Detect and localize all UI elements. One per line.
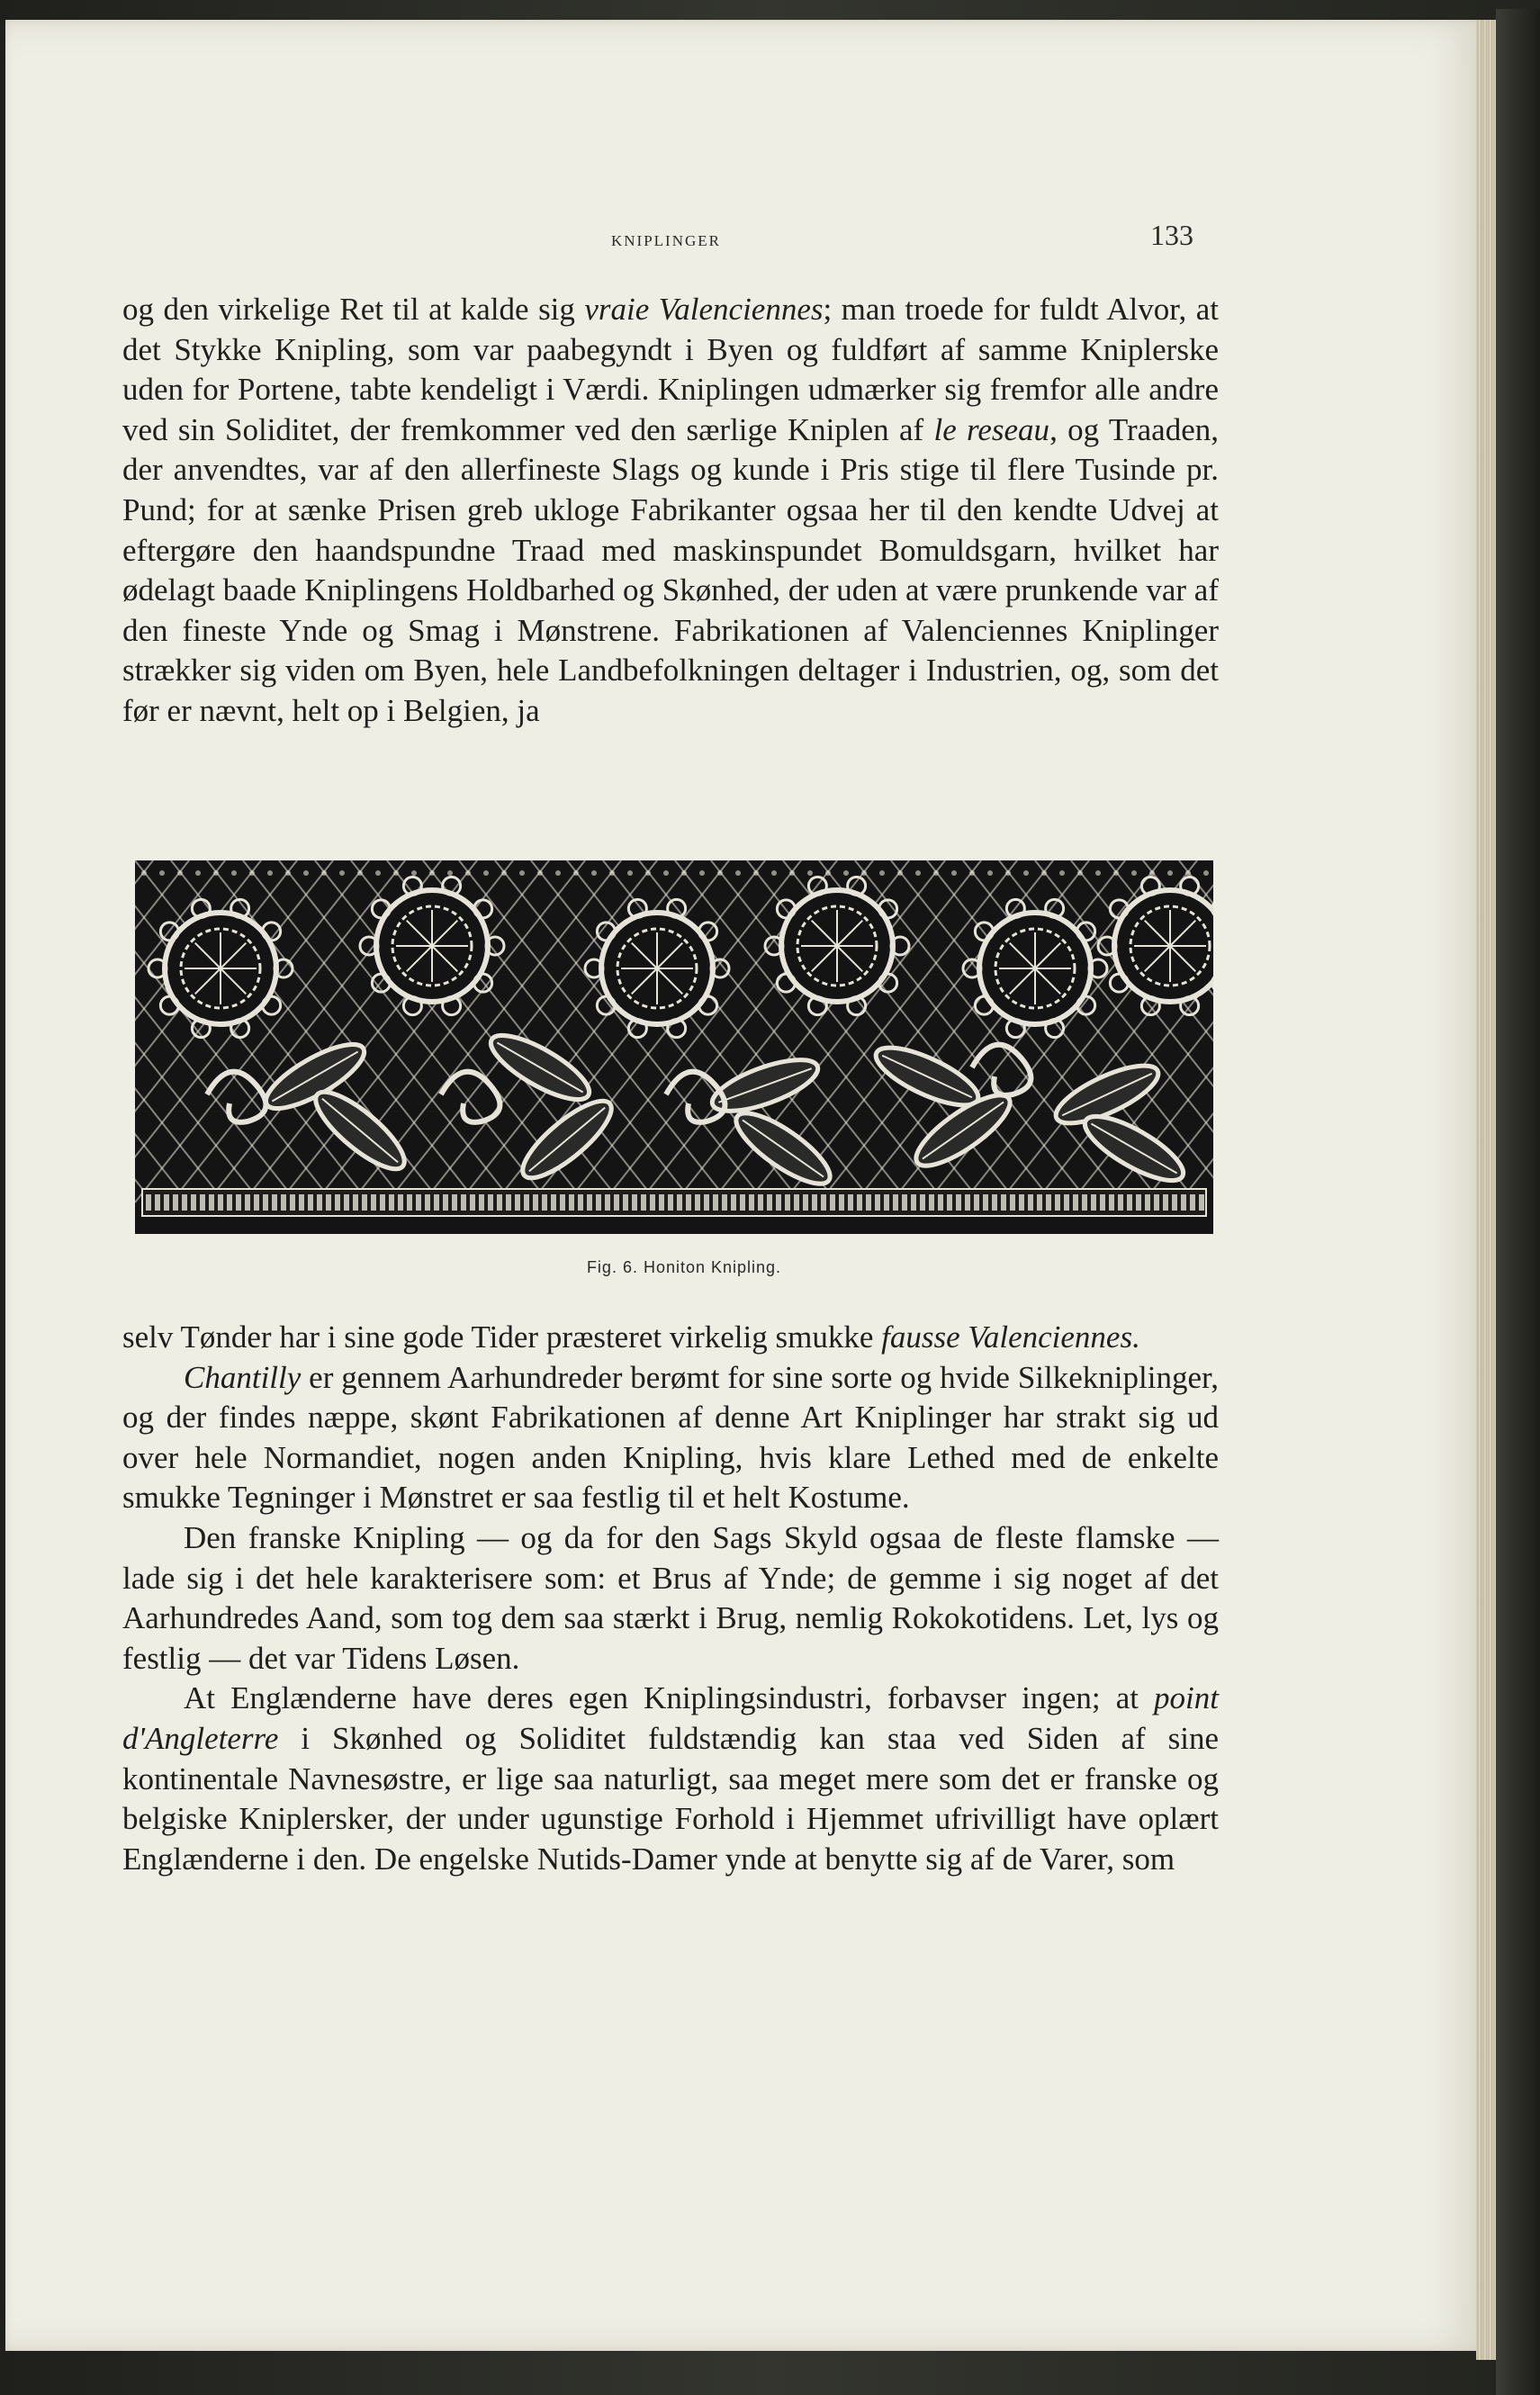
lace-picot (879, 870, 885, 876)
lace-footing-stitch (704, 1194, 709, 1211)
italic-term: vraie Valenciennes (584, 292, 824, 327)
lace-footing-stitch (173, 1194, 178, 1211)
lace-footing-stitch (479, 1194, 484, 1211)
lace-footing-stitch (1127, 1194, 1132, 1211)
lace-footing-stitch (731, 1194, 736, 1211)
lace-footing-stitch (650, 1194, 655, 1211)
lace-picot (339, 870, 345, 876)
lace-footing-stitch (218, 1194, 223, 1211)
lace-picot (213, 870, 219, 876)
lace-picot (969, 870, 975, 876)
honiton-lace-image (135, 860, 1213, 1234)
lace-footing-stitch (893, 1194, 898, 1211)
lace-picot (1149, 870, 1155, 876)
lace-footing-stitch (1136, 1194, 1141, 1211)
lace-picot (465, 870, 471, 876)
lace-footing-stitch (929, 1194, 934, 1211)
text-run: Den franske Knipling — og da for den Sags Skyld ogsaa de fleste flamske — lade sig i det hele karakterisere som: et Brus af Ynde; de gemme i sig noget af det Aarhundredes Aand, som tog dem saa stærkt i Brug, nemlig Rokokotidens. Let, lys og festlig — det var Tidens Løsen. (122, 1519, 1219, 1676)
lace-footing-stitch (803, 1194, 808, 1211)
italic-term: point d'Angleterre (122, 1680, 1219, 1756)
lace-footing-stitch (587, 1194, 592, 1211)
lace-footing-stitch (686, 1194, 691, 1211)
lace-footing-stitch (362, 1194, 367, 1211)
book-spine (1496, 9, 1540, 2395)
lace-picot (987, 870, 993, 876)
lace-footing-stitch (308, 1194, 313, 1211)
lace-picot (429, 870, 435, 876)
lace-footing-stitch (839, 1194, 844, 1211)
lace-footing-stitch (632, 1194, 637, 1211)
lace-footing-stitch (641, 1194, 646, 1211)
lace-footing-stitch (164, 1194, 169, 1211)
lace-picot (267, 870, 273, 876)
lace-footing-stitch (1145, 1194, 1150, 1211)
lace-picot (789, 870, 795, 876)
lace-footing-stitch (965, 1194, 970, 1211)
lace-picot (843, 870, 849, 876)
lace-footing-stitch (407, 1194, 412, 1211)
lace-footing-stitch (1163, 1194, 1168, 1211)
lace-footing-stitch (236, 1194, 241, 1211)
lace-footing-stitch (875, 1194, 880, 1211)
lace-footing-stitch (902, 1194, 907, 1211)
text-run: At Englænderne have deres egen Kniplingsindustri, forbavser ingen; at (184, 1680, 1155, 1716)
lace-footing-stitch (866, 1194, 871, 1211)
lace-footing-stitch (794, 1194, 799, 1211)
lace-picot (411, 870, 417, 876)
lace-picot (1041, 870, 1047, 876)
lace-picot (519, 870, 525, 876)
lace-picot (681, 870, 687, 876)
paragraph (122, 1518, 1219, 1679)
lace-picot (303, 870, 309, 876)
lace-footing-stitch (398, 1194, 403, 1211)
text-run: ; man troede for fuldt Alvor, at det Stykke Knipling, som var paabegyndt i Byen og fuldført af samme Kniplerske uden for Portene, tabte kendeligt i Værdi. Kniplingen udmærker sig fremfor alle andre ved sin Soliditet, der fremkommer ved den særlige Kniplen af (122, 292, 1219, 447)
lace-footing-stitch (848, 1194, 853, 1211)
lace-picot (735, 870, 741, 876)
lace-footing-stitch (1001, 1194, 1006, 1211)
lace-footing-stitch (974, 1194, 979, 1211)
lace-picot (915, 870, 921, 876)
lace-footing-stitch (1118, 1194, 1123, 1211)
lace-footing-stitch (344, 1194, 349, 1211)
lace-footing-stitch (272, 1194, 277, 1211)
lace-footing-stitch (353, 1194, 358, 1211)
lace-picot (1005, 870, 1011, 876)
text-run: , og Traaden, der anvendtes, var af den allerfineste Slags og kunde i Pris stige til flere Tusinde pr. Pund; for at sænke Prisen greb ukloge Fabrikanter ogsaa her til den kendte Udvej at eftergøre den haandspundne Traad med maskinspundet Bomuldsgarn, hvilket har ødelagt baade Kniplingens Holdbarhed og Skønhed, der uden at være prunkende var af den fineste Ynde og Smag i Mønstrene. Fabrikationen af Valenciennes Kniplinger strækker sig viden om Byen, hele Landbefolkningen deltager i Industrien, og, som det før er nævnt, helt op i Belgien, ja (122, 411, 1219, 728)
lace-footing-stitch (785, 1194, 790, 1211)
lace-footing-stitch (488, 1194, 493, 1211)
lace-footing-stitch (920, 1194, 925, 1211)
lace-footing-stitch (821, 1194, 826, 1211)
body-text-top (122, 290, 1219, 732)
lace-footing-stitch (254, 1194, 259, 1211)
lace-footing-stitch (542, 1194, 547, 1211)
lace-footing-stitch (695, 1194, 700, 1211)
lace-picot (1185, 870, 1191, 876)
lace-picot (861, 870, 867, 876)
lace-picot (627, 870, 633, 876)
paragraph (122, 1358, 1219, 1518)
text-run: selv Tønder har i sine gode Tider præsteret virkelig smukke (122, 1319, 882, 1355)
lace-picot (447, 870, 453, 876)
lace-footing-stitch (416, 1194, 421, 1211)
lace-footing-stitch (758, 1194, 763, 1211)
lace-picot (699, 870, 705, 876)
lace-footing-stitch (245, 1194, 250, 1211)
lace-picot (375, 870, 381, 876)
italic-term: fausse Valenciennes. (881, 1319, 1140, 1355)
lace-picot (159, 870, 165, 876)
running-head: KNIPLINGER (611, 232, 721, 249)
lace-footing-stitch (767, 1194, 772, 1211)
lace-picot (933, 870, 939, 876)
lace-picot (591, 870, 597, 876)
lace-footing-stitch (263, 1194, 268, 1211)
lace-footing-stitch (470, 1194, 475, 1211)
lace-picot (231, 870, 237, 876)
lace-footing-stitch (740, 1194, 745, 1211)
paragraph (122, 1679, 1219, 1879)
lace-footing-stitch (614, 1194, 619, 1211)
lace-picot (177, 870, 183, 876)
text-run: er gennem Aarhundreder berømt for sine sorte og hvide Silkekniplinger, og der findes næppe, skønt Fabrikationen af denne Art Kniplinger har strakt sig ud over hele Normandiet, nogen anden Knipling, hvis klare Lethed med de enkelte smukke Tegninger i Mønstret er saa festlig til et helt Kostume. (122, 1359, 1219, 1516)
lace-footing-stitch (830, 1194, 835, 1211)
lace-picot (717, 870, 723, 876)
lace-picot (249, 870, 255, 876)
lace-footing-stitch (506, 1194, 511, 1211)
lace-footing-stitch (281, 1194, 286, 1211)
lace-footing-stitch (956, 1194, 961, 1211)
italic-term: le reseau (933, 411, 1050, 447)
lace-footing-stitch (713, 1194, 718, 1211)
lace-picot (1131, 870, 1137, 876)
lace-footing-stitch (380, 1194, 385, 1211)
lace-picot (645, 870, 651, 876)
lace-footing-stitch (776, 1194, 781, 1211)
lace-picot (825, 870, 831, 876)
lace-footing-stitch (434, 1194, 439, 1211)
lace-footing-stitch (1019, 1194, 1024, 1211)
lace-picot (609, 870, 615, 876)
body-text-bottom (122, 1318, 1219, 1879)
lace-picot (1167, 870, 1173, 876)
lace-footing-stitch (443, 1194, 448, 1211)
lace-footing-stitch (1037, 1194, 1042, 1211)
lace-footing-stitch (326, 1194, 331, 1211)
lace-footing-stitch (884, 1194, 889, 1211)
lace-picot (555, 870, 561, 876)
lace-picot (573, 870, 579, 876)
lace-footing-stitch (749, 1194, 754, 1211)
lace-footing-stitch (1172, 1194, 1177, 1211)
lace-picot (321, 870, 327, 876)
lace-footing-stitch (1082, 1194, 1087, 1211)
lace-footing-stitch (992, 1194, 997, 1211)
lace-footing-stitch (1010, 1194, 1015, 1211)
lace-footing-stitch (722, 1194, 727, 1211)
lace-footing-stitch (659, 1194, 664, 1211)
lace-footing-stitch (677, 1194, 682, 1211)
lace-footing-stitch (200, 1194, 205, 1211)
lace-footing-stitch (569, 1194, 574, 1211)
page-edges (1476, 20, 1496, 2360)
lace-footing-stitch (191, 1194, 196, 1211)
lace-footing-stitch (299, 1194, 304, 1211)
lace-footing-stitch (551, 1194, 556, 1211)
lace-picot (1095, 870, 1101, 876)
lace-picot (195, 870, 201, 876)
lace-picot (753, 870, 759, 876)
lace-footing-stitch (461, 1194, 466, 1211)
lace-footing-stitch (1109, 1194, 1114, 1211)
lace-footing-stitch (371, 1194, 376, 1211)
lace-picot (501, 870, 507, 876)
lace-footing-stitch (947, 1194, 952, 1211)
lace-footing-stitch (209, 1194, 214, 1211)
lace-footing-stitch (497, 1194, 502, 1211)
lace-picot (951, 870, 957, 876)
lace-picot (807, 870, 813, 876)
paragraph (122, 290, 1219, 732)
lace-footing-stitch (911, 1194, 916, 1211)
lace-footing-stitch (1064, 1194, 1069, 1211)
lace-footing-stitch (290, 1194, 295, 1211)
lace-footing-stitch (596, 1194, 601, 1211)
page-number: 133 (1150, 219, 1193, 251)
lace-picot (537, 870, 543, 876)
lace-footing-stitch (560, 1194, 565, 1211)
lace-picot (771, 870, 777, 876)
lace-picot (663, 870, 669, 876)
lace-picot (393, 870, 399, 876)
text-run: i Skønhed og Soliditet fuldstændig kan staa ved Siden af sine kontinentale Navnesøstre, er lige saa naturligt, saa meget mere som det er franske og belgiske Kniplersker, der under ugunstige Forhold i Hjemmet ufrivilligt have oplært Englænderne i den. De engelske Nutids-Damer ynde at benytte sig af de Varer, som (122, 1720, 1219, 1877)
lace-footing-stitch (452, 1194, 457, 1211)
lace-footing-stitch (533, 1194, 538, 1211)
lace-footing-stitch (938, 1194, 943, 1211)
lace-footing-stitch (389, 1194, 394, 1211)
lace-footing-stitch (1073, 1194, 1078, 1211)
lace-footing-stitch (524, 1194, 529, 1211)
lace-footing-stitch (515, 1194, 520, 1211)
lace-picot (285, 870, 291, 876)
lace-picot (1059, 870, 1065, 876)
figure-caption: Fig. 6. Honiton Knipling. (586, 1258, 782, 1276)
text-run: og den virkelige Ret til at kalde sig (122, 292, 585, 327)
lace-picot (483, 870, 489, 876)
lace-footing-stitch (1091, 1194, 1096, 1211)
lace-footing-stitch (983, 1194, 988, 1211)
mesh-thread (135, 860, 369, 1202)
italic-term: Chantilly (184, 1359, 302, 1395)
lace-footing-stitch (1100, 1194, 1105, 1211)
lace-footing-stitch (146, 1194, 151, 1211)
lace-picot (357, 870, 363, 876)
lace-footing-stitch (317, 1194, 322, 1211)
lace-picot (1023, 870, 1029, 876)
lace-footing-stitch (1055, 1194, 1060, 1211)
lace-footing-stitch (578, 1194, 583, 1211)
lace-picot (1077, 870, 1083, 876)
lace-footing-stitch (1199, 1194, 1204, 1211)
lace-footing-stitch (812, 1194, 817, 1211)
lace-footing-stitch (1190, 1194, 1195, 1211)
mesh-thread (135, 860, 153, 1202)
paragraph (122, 1318, 1219, 1358)
lace-footing-stitch (182, 1194, 187, 1211)
lace-picot (141, 870, 147, 876)
lace-footing-stitch (155, 1194, 160, 1211)
mesh-thread (135, 860, 369, 1202)
lace-footing-stitch (425, 1194, 430, 1211)
lace-footing-stitch (1028, 1194, 1033, 1211)
lace-footing-stitch (623, 1194, 628, 1211)
lace-footing-stitch (227, 1194, 232, 1211)
lace-picot (897, 870, 903, 876)
lace-footing-stitch (668, 1194, 673, 1211)
lace-footing-stitch (1181, 1194, 1186, 1211)
lace-footing-stitch (857, 1194, 862, 1211)
lace-picot (1203, 870, 1209, 876)
lace-footing-stitch (1154, 1194, 1159, 1211)
lace-footing-stitch (605, 1194, 610, 1211)
mesh-thread (135, 860, 153, 1202)
lace-picot (1113, 870, 1119, 876)
lace-footing-stitch (335, 1194, 340, 1211)
lace-illustration (135, 860, 1213, 1234)
lace-footing-stitch (1046, 1194, 1051, 1211)
